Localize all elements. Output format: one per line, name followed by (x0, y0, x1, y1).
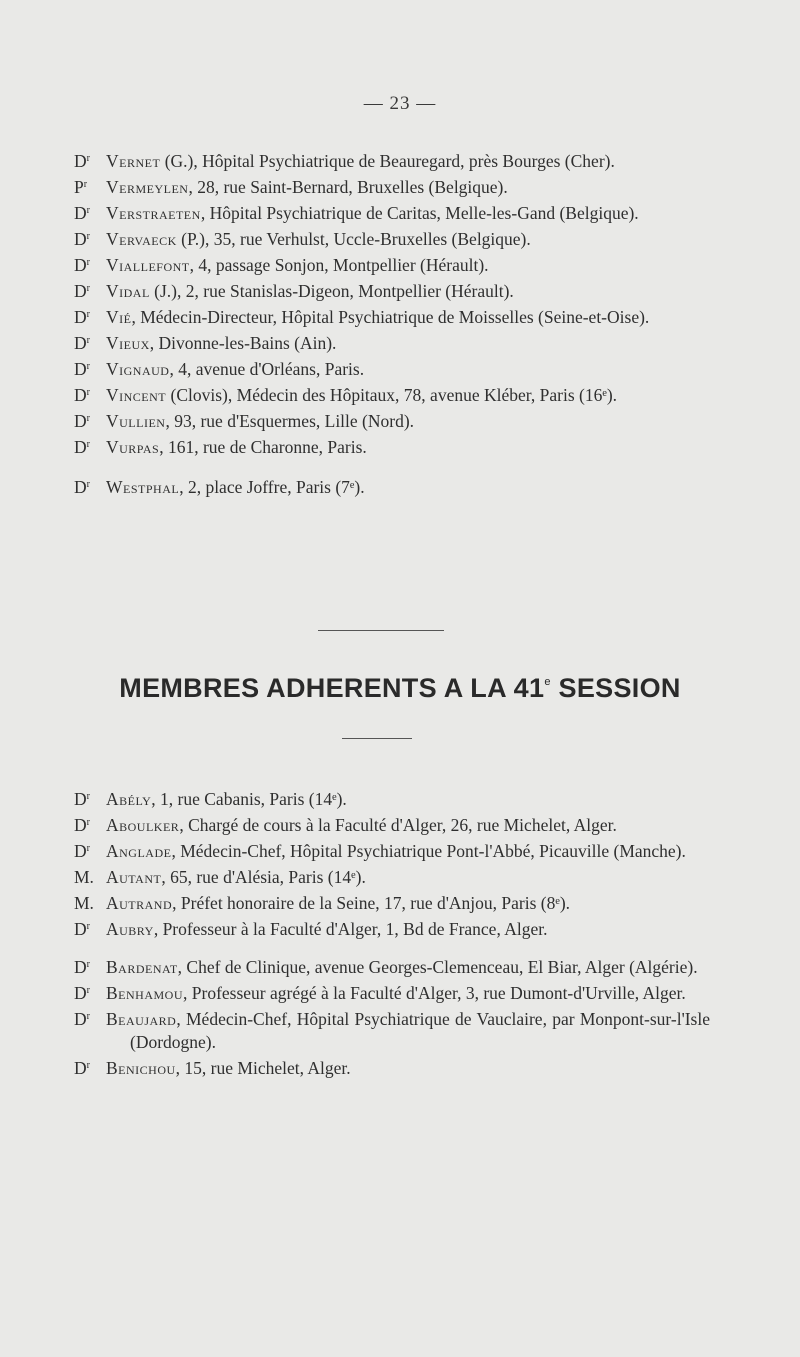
member-title (74, 355, 106, 381)
member-details: , Médecin-Chef, Hôpital Psychiatrique de Vauclaire, par Monpont-sur-l'Isle (Dordogne). (130, 1009, 710, 1052)
member-title-sup: r (86, 361, 90, 372)
member-title (74, 199, 106, 225)
member-name: Vié (106, 307, 132, 327)
member-list-v (74, 147, 710, 459)
member-title (74, 837, 106, 863)
member-title-sup: r (86, 335, 90, 346)
member-entry (74, 915, 710, 941)
member-title-abbrev: M. (74, 867, 94, 887)
member-title-abbrev: D (74, 333, 87, 353)
member-title (74, 147, 106, 173)
member-title-abbrev: M. (74, 893, 94, 913)
member-title (74, 329, 106, 355)
member-entry (74, 473, 710, 499)
member-details: , 4, passage Sonjon, Montpellier (Hérault). (189, 255, 489, 275)
member-name: Vervaeck (106, 229, 177, 249)
member-title (74, 979, 106, 1005)
member-name: Viallefont (106, 255, 190, 275)
member-name: Westphal (106, 477, 180, 497)
member-name: Vermeylen (106, 177, 189, 197)
member-name: Benichou (106, 1058, 176, 1078)
member-list-w (74, 473, 710, 499)
member-title-sup: r (86, 1011, 90, 1022)
member-details: , 161, rue de Charonne, Paris. (159, 437, 367, 457)
member-title-sup: r (86, 959, 90, 970)
section-heading-text: MEMBRES ADHERENTS A LA 41 (119, 673, 545, 703)
member-name: Vidal (106, 281, 150, 301)
member-entry (74, 355, 710, 381)
member-title (74, 407, 106, 433)
member-entry (74, 225, 710, 251)
member-title (74, 277, 106, 303)
member-name: Autant (106, 867, 162, 887)
member-entry (74, 381, 710, 407)
member-list-b (74, 953, 710, 1080)
member-title (74, 433, 106, 459)
member-entry (74, 811, 710, 837)
member-details: , Préfet honoraire de la Seine, 17, rue d'Anjou, Paris (8ᵉ). (172, 893, 571, 913)
member-entry (74, 147, 710, 173)
member-title (74, 225, 106, 251)
member-title (74, 1005, 106, 1031)
member-details: , 28, rue Saint-Bernard, Bruxelles (Belgique). (188, 177, 508, 197)
member-entry (74, 953, 710, 979)
member-entry (74, 863, 710, 889)
member-entry (74, 1005, 710, 1054)
section-heading (0, 673, 800, 704)
member-name: Vincent (106, 385, 167, 405)
member-name: Benhamou (106, 983, 184, 1003)
member-name: Aubry (106, 919, 154, 939)
section-heading-end: SESSION (550, 673, 681, 703)
member-title (74, 173, 106, 199)
member-title-sup: r (86, 257, 90, 268)
member-title (74, 953, 106, 979)
member-details: , 65, rue d'Alésia, Paris (14ᵉ). (161, 867, 366, 887)
member-entry (74, 433, 710, 459)
member-name: Bardenat (106, 957, 178, 977)
member-details: (G.), Hôpital Psychiatrique de Beauregard, près Bourges (Cher). (160, 151, 615, 171)
member-name: Vullien (106, 411, 166, 431)
member-title-sup: r (83, 179, 88, 190)
member-title-abbrev: D (74, 841, 87, 861)
member-list-a-b (74, 785, 710, 1080)
member-title-abbrev: D (74, 1058, 87, 1078)
member-title-abbrev: D (74, 255, 87, 275)
member-entry (74, 303, 710, 329)
member-entry (74, 329, 710, 355)
member-title (74, 1054, 106, 1080)
member-details: , Professeur agrégé à la Faculté d'Alger, 3, rue Dumont-d'Urville, Alger. (183, 983, 686, 1003)
member-entry (74, 837, 710, 863)
member-title (74, 811, 106, 837)
member-title-abbrev: D (74, 307, 87, 327)
member-title-abbrev: D (74, 957, 87, 977)
spacer (74, 459, 710, 473)
member-details: , 15, rue Michelet, Alger. (175, 1058, 351, 1078)
member-title-abbrev: D (74, 983, 87, 1003)
member-title (74, 251, 106, 277)
member-name: Abély (106, 789, 152, 809)
member-entry (74, 889, 710, 915)
member-details: , 4, avenue d'Orléans, Paris. (169, 359, 365, 379)
member-details: , Médecin-Chef, Hôpital Psychiatrique Pont-l'Abbé, Picauville (Manche). (171, 841, 686, 861)
member-title (74, 915, 106, 941)
member-entry (74, 277, 710, 303)
member-title-abbrev: D (74, 385, 87, 405)
member-name: Anglade (106, 841, 172, 861)
member-name: Vurpas (106, 437, 160, 457)
member-title (74, 889, 106, 915)
member-title-abbrev: D (74, 477, 87, 497)
member-title-sup: r (86, 439, 90, 450)
member-name: Beaujard (106, 1009, 177, 1029)
member-title-abbrev: D (74, 359, 87, 379)
member-details: , Divonne-les-Bains (Ain). (149, 333, 337, 353)
member-title (74, 473, 106, 499)
member-entry (74, 979, 710, 1005)
member-details: (J.), 2, rue Stanislas-Digeon, Montpellier (Hérault). (149, 281, 514, 301)
member-title-sup: r (86, 1060, 90, 1071)
member-title-sup: r (86, 791, 90, 802)
member-name: Vernet (106, 151, 161, 171)
member-details: , Hôpital Psychiatrique de Caritas, Melle-les-Gand (Belgique). (200, 203, 639, 223)
member-list-a (74, 785, 710, 941)
member-entry (74, 407, 710, 433)
member-title-abbrev: D (74, 919, 87, 939)
member-title (74, 303, 106, 329)
member-title-sup: r (86, 205, 90, 216)
member-entry (74, 785, 710, 811)
member-title-sup: r (86, 817, 90, 828)
member-title (74, 381, 106, 407)
member-entry (74, 199, 710, 225)
member-title-abbrev: D (74, 203, 87, 223)
member-title-sup: r (86, 985, 90, 996)
member-title (74, 863, 106, 889)
divider-rule (318, 630, 444, 631)
member-title-abbrev: D (74, 229, 87, 249)
member-details: (P.), 35, rue Verhulst, Uccle-Bruxelles (Belgique). (176, 229, 531, 249)
section-heading-sup: e (544, 676, 551, 688)
member-entry (74, 251, 710, 277)
member-title-abbrev: P (74, 177, 84, 197)
member-title-abbrev: D (74, 281, 87, 301)
member-title-sup: r (86, 921, 90, 932)
member-name: Aboulker (106, 815, 180, 835)
member-details: , Chef de Clinique, avenue Georges-Clemenceau, El Biar, Alger (Algérie). (177, 957, 698, 977)
member-name: Vieux (106, 333, 150, 353)
member-entry (74, 173, 710, 199)
page-number: — 23 — (363, 93, 437, 114)
member-title-abbrev: D (74, 789, 87, 809)
member-details: , Chargé de cours à la Faculté d'Alger, 26, rue Michelet, Alger. (179, 815, 617, 835)
member-title-abbrev: D (74, 1009, 87, 1029)
member-title-sup: r (86, 231, 90, 242)
member-title-sup: r (86, 153, 90, 164)
member-details: , Médecin-Directeur, Hôpital Psychiatrique de Moisselles (Seine-et-Oise). (131, 307, 650, 327)
member-title-sup: r (86, 387, 90, 398)
member-details: , 1, rue Cabanis, Paris (14ᵉ). (151, 789, 347, 809)
member-entry (74, 1054, 710, 1080)
spacer (74, 941, 710, 953)
divider-rule-short (342, 738, 412, 739)
member-title-sup: r (86, 283, 90, 294)
member-details: (Clovis), Médecin des Hôpitaux, 78, avenue Kléber, Paris (16ᵉ). (166, 385, 618, 405)
member-details: , 93, rue d'Esquermes, Lille (Nord). (165, 411, 415, 431)
member-name: Vignaud (106, 359, 170, 379)
member-title-sup: r (86, 479, 90, 490)
member-title-sup: r (86, 843, 90, 854)
member-title-abbrev: D (74, 437, 87, 457)
member-name: Verstraeten (106, 203, 201, 223)
member-title-sup: r (86, 309, 90, 320)
member-name: Autrand (106, 893, 173, 913)
member-details: , Professeur à la Faculté d'Alger, 1, Bd de France, Alger. (153, 919, 548, 939)
member-title-sup: r (86, 413, 90, 424)
member-title-abbrev: D (74, 815, 87, 835)
member-title-abbrev: D (74, 151, 87, 171)
member-details: , 2, place Joffre, Paris (7ᵉ). (179, 477, 365, 497)
member-title-abbrev: D (74, 411, 87, 431)
member-list-v-w (74, 147, 710, 499)
member-title (74, 785, 106, 811)
